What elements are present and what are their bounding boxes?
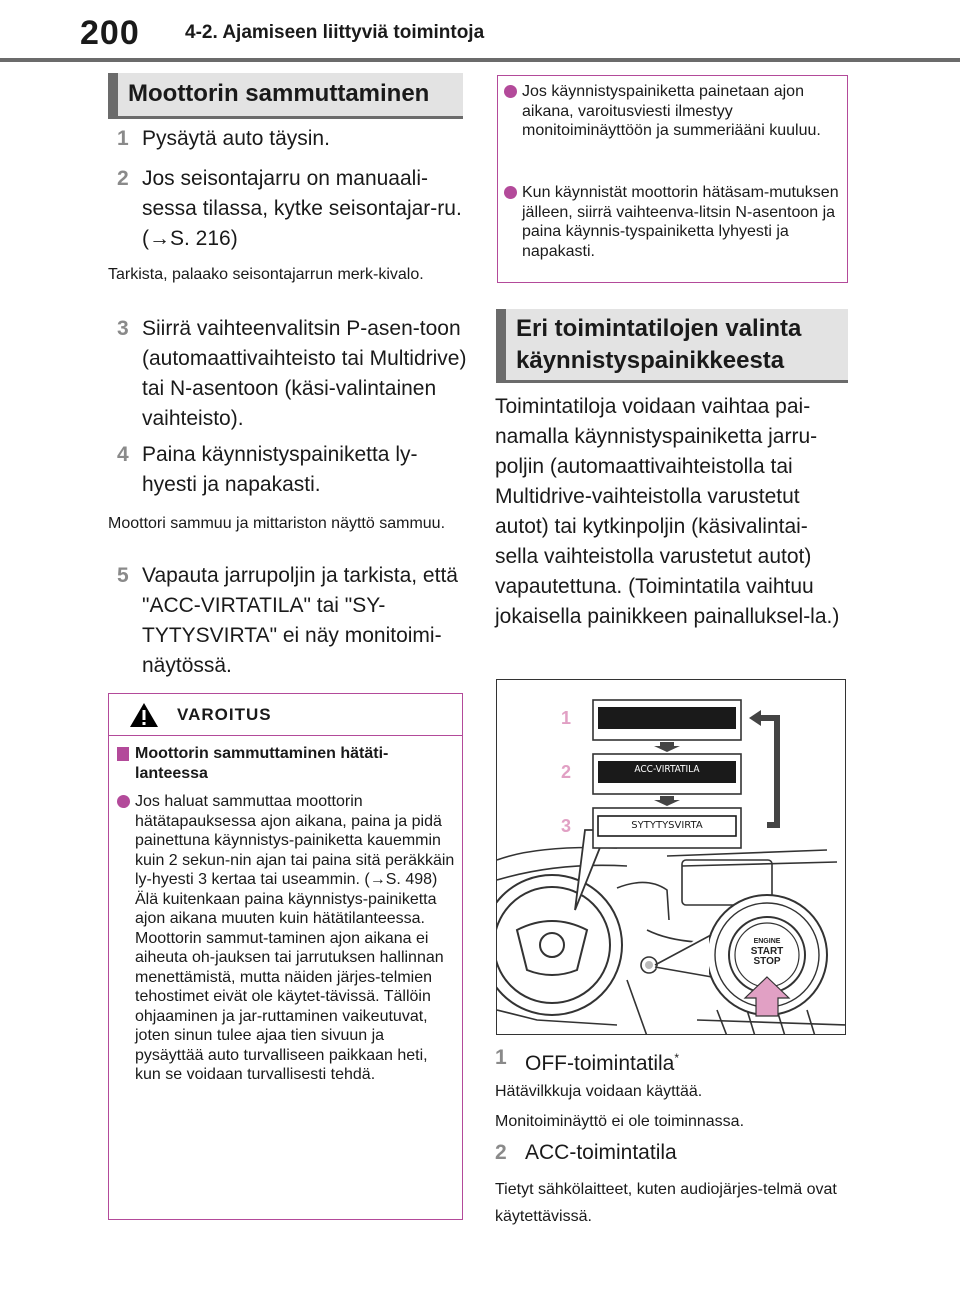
mode-item-2	[495, 1140, 850, 1166]
step-text: Siirrä vaihteenvalitsin P-asen-toon (automaattivaihteisto tai Multidrive) tai N-asentoon (käsi-valintainen vaihteisto).	[142, 317, 467, 430]
mode-1-note-1: Hätävilkkuja voidaan käyttää.	[495, 1083, 703, 1100]
dashboard-illustration	[497, 680, 846, 1035]
page-header	[0, 0, 960, 62]
step-number: 3	[117, 317, 129, 340]
step-4	[117, 440, 467, 500]
item-text	[495, 1045, 850, 1077]
bullet-dot-icon	[504, 186, 517, 199]
item-number: 2	[495, 1141, 507, 1164]
warning-triangle-icon	[129, 702, 159, 728]
section-title-modes	[496, 309, 848, 383]
page-number: 200	[80, 14, 140, 52]
info-bullet-text: Jos käynnistyspainiketta painetaan ajon aikana, varoitusviesti ilmestyy monitoiminäyttöön ja summeriääni kuuluu.	[522, 83, 821, 139]
warning-header	[109, 694, 462, 736]
start-button-text	[735, 937, 799, 967]
info-bullet-text: Kun käynnistät moottorin hätäsam-mutuksen jälleen, siirrä vaihteenva-litsin N-asentoon ja paina käynnis-tyspainiketta lyhyesti ja napakasti.	[522, 184, 839, 260]
step-text: Paina käynnistyspainiketta ly-hyesti ja napakasti.	[142, 443, 418, 496]
figure-label-3: 3	[561, 816, 572, 836]
modes-description: Toimintatiloja voidaan vaihtaa pai-namalla käynnistyspainiketta jarru-poljin (automaattivaihteistolla tai Multidrive-vaihteistolla varustetut autot) tai kytkinpoljin (käsivalintai-sella vaihteistolla varustetut autot) vapautettuna. (Toimintatila vaihtuu jokaisella painikkeen painalluksel-la.)	[495, 395, 840, 628]
info-bullet-2	[504, 183, 840, 261]
step-5	[117, 561, 467, 681]
chapter-title: 4-2. Ajamiseen liittyviä toimintoja	[185, 22, 485, 43]
step-number: 1	[117, 127, 129, 150]
info-box	[497, 75, 848, 283]
step-3	[117, 314, 467, 434]
display-ignition-text: SYTYTYSVIRTA	[631, 820, 703, 831]
figure-label-2: 2	[561, 762, 572, 782]
warning-bullet-text: Jos haluat sammuttaa moottorin hätätapauksessa ajon aikana, paina ja pidä painettuna käynnistys-painiketta kauemmin kuin 2 sekun-nin ajan tai paina sitä peräkkäin ly-hyesti 3 kertaa tai useammin. (→S. 498) Älä kuitenkaan paina käynnistys-painiketta ajon aikana muuten kuin hätätilanteessa. Moottorin sammut-taminen ajon aikana ei aiheuta oh-jauksen tai jarrutuksen hallinnan menettämistä, mutta näiden järjes-telmien tehostimet eivät ole käytet-tävissä. Tällöin ohjaaminen ja jar-ruttaminen vaikeutuvat, joten sinun tulee ajaa tien sivuun ja pysäyttää auto turvalliseen paikkaan heti, kun se voidaan turvallisesti tehdä.	[135, 793, 455, 1083]
warning-label: VAROITUS	[177, 705, 272, 724]
bullet-dot-icon	[117, 795, 130, 808]
warning-subtitle-text: Moottorin sammuttaminen hätäti-lanteessa	[135, 745, 389, 782]
button-line: ENGINE	[753, 938, 781, 945]
info-bullet-1	[504, 82, 840, 141]
mode-2-note-1: Tietyt sähkölaitteet, kuten audiojärjes-telmä ovat käytettävissä.	[495, 1181, 837, 1225]
step-number: 4	[117, 443, 129, 466]
warning-box	[108, 693, 463, 1220]
item-label: OFF-toimintatila	[525, 1052, 675, 1075]
button-line: STOP	[753, 956, 781, 967]
display-acc-text: ACC-VIRTATILA	[634, 764, 700, 775]
section-title-line: Eri toimintatilojen valinta	[516, 315, 802, 342]
step-text: Vapauta jarrupoljin ja tarkista, että "ACC-VIRTATILA" tai "SY-TYTYSVIRTA" ei näy monitoimi-näytössä.	[142, 564, 458, 677]
warning-bullet	[117, 792, 455, 1085]
step-number: 2	[117, 167, 129, 190]
mode-illustration	[496, 679, 846, 1035]
header-rule	[0, 58, 960, 62]
figure-label-1: 1	[561, 708, 572, 728]
step-number: 5	[117, 564, 129, 587]
button-line: START	[750, 946, 784, 957]
step-text: Pysäytä auto täysin.	[142, 127, 330, 150]
step-1	[117, 124, 467, 154]
note-engine-stops: Moottori sammuu ja mittariston näyttö sammuu.	[108, 515, 446, 532]
warning-subtitle	[117, 744, 457, 784]
section-title-text: Moottorin sammuttaminen	[128, 80, 430, 107]
mode-1-note-2: Monitoiminäyttö ei ole toiminnassa.	[495, 1113, 745, 1130]
square-bullet-icon	[117, 747, 129, 761]
section-title-stopping	[108, 73, 463, 119]
step-2	[117, 164, 467, 254]
step-text: Jos seisontajarru on manuaali-sessa tilassa, kytke seisontajar-ru. (→S. 216)	[142, 167, 462, 250]
bullet-dot-icon	[504, 85, 517, 98]
footnote-marker: *	[674, 1051, 680, 1065]
item-number: 1	[495, 1046, 507, 1069]
section-title-line: käynnistyspainikkeesta	[516, 347, 785, 374]
note-parking-brake: Tarkista, palaako seisontajarrun merk-kivalo.	[108, 266, 424, 283]
item-label: ACC-toimintatila	[525, 1141, 677, 1164]
mode-item-1	[495, 1045, 850, 1077]
